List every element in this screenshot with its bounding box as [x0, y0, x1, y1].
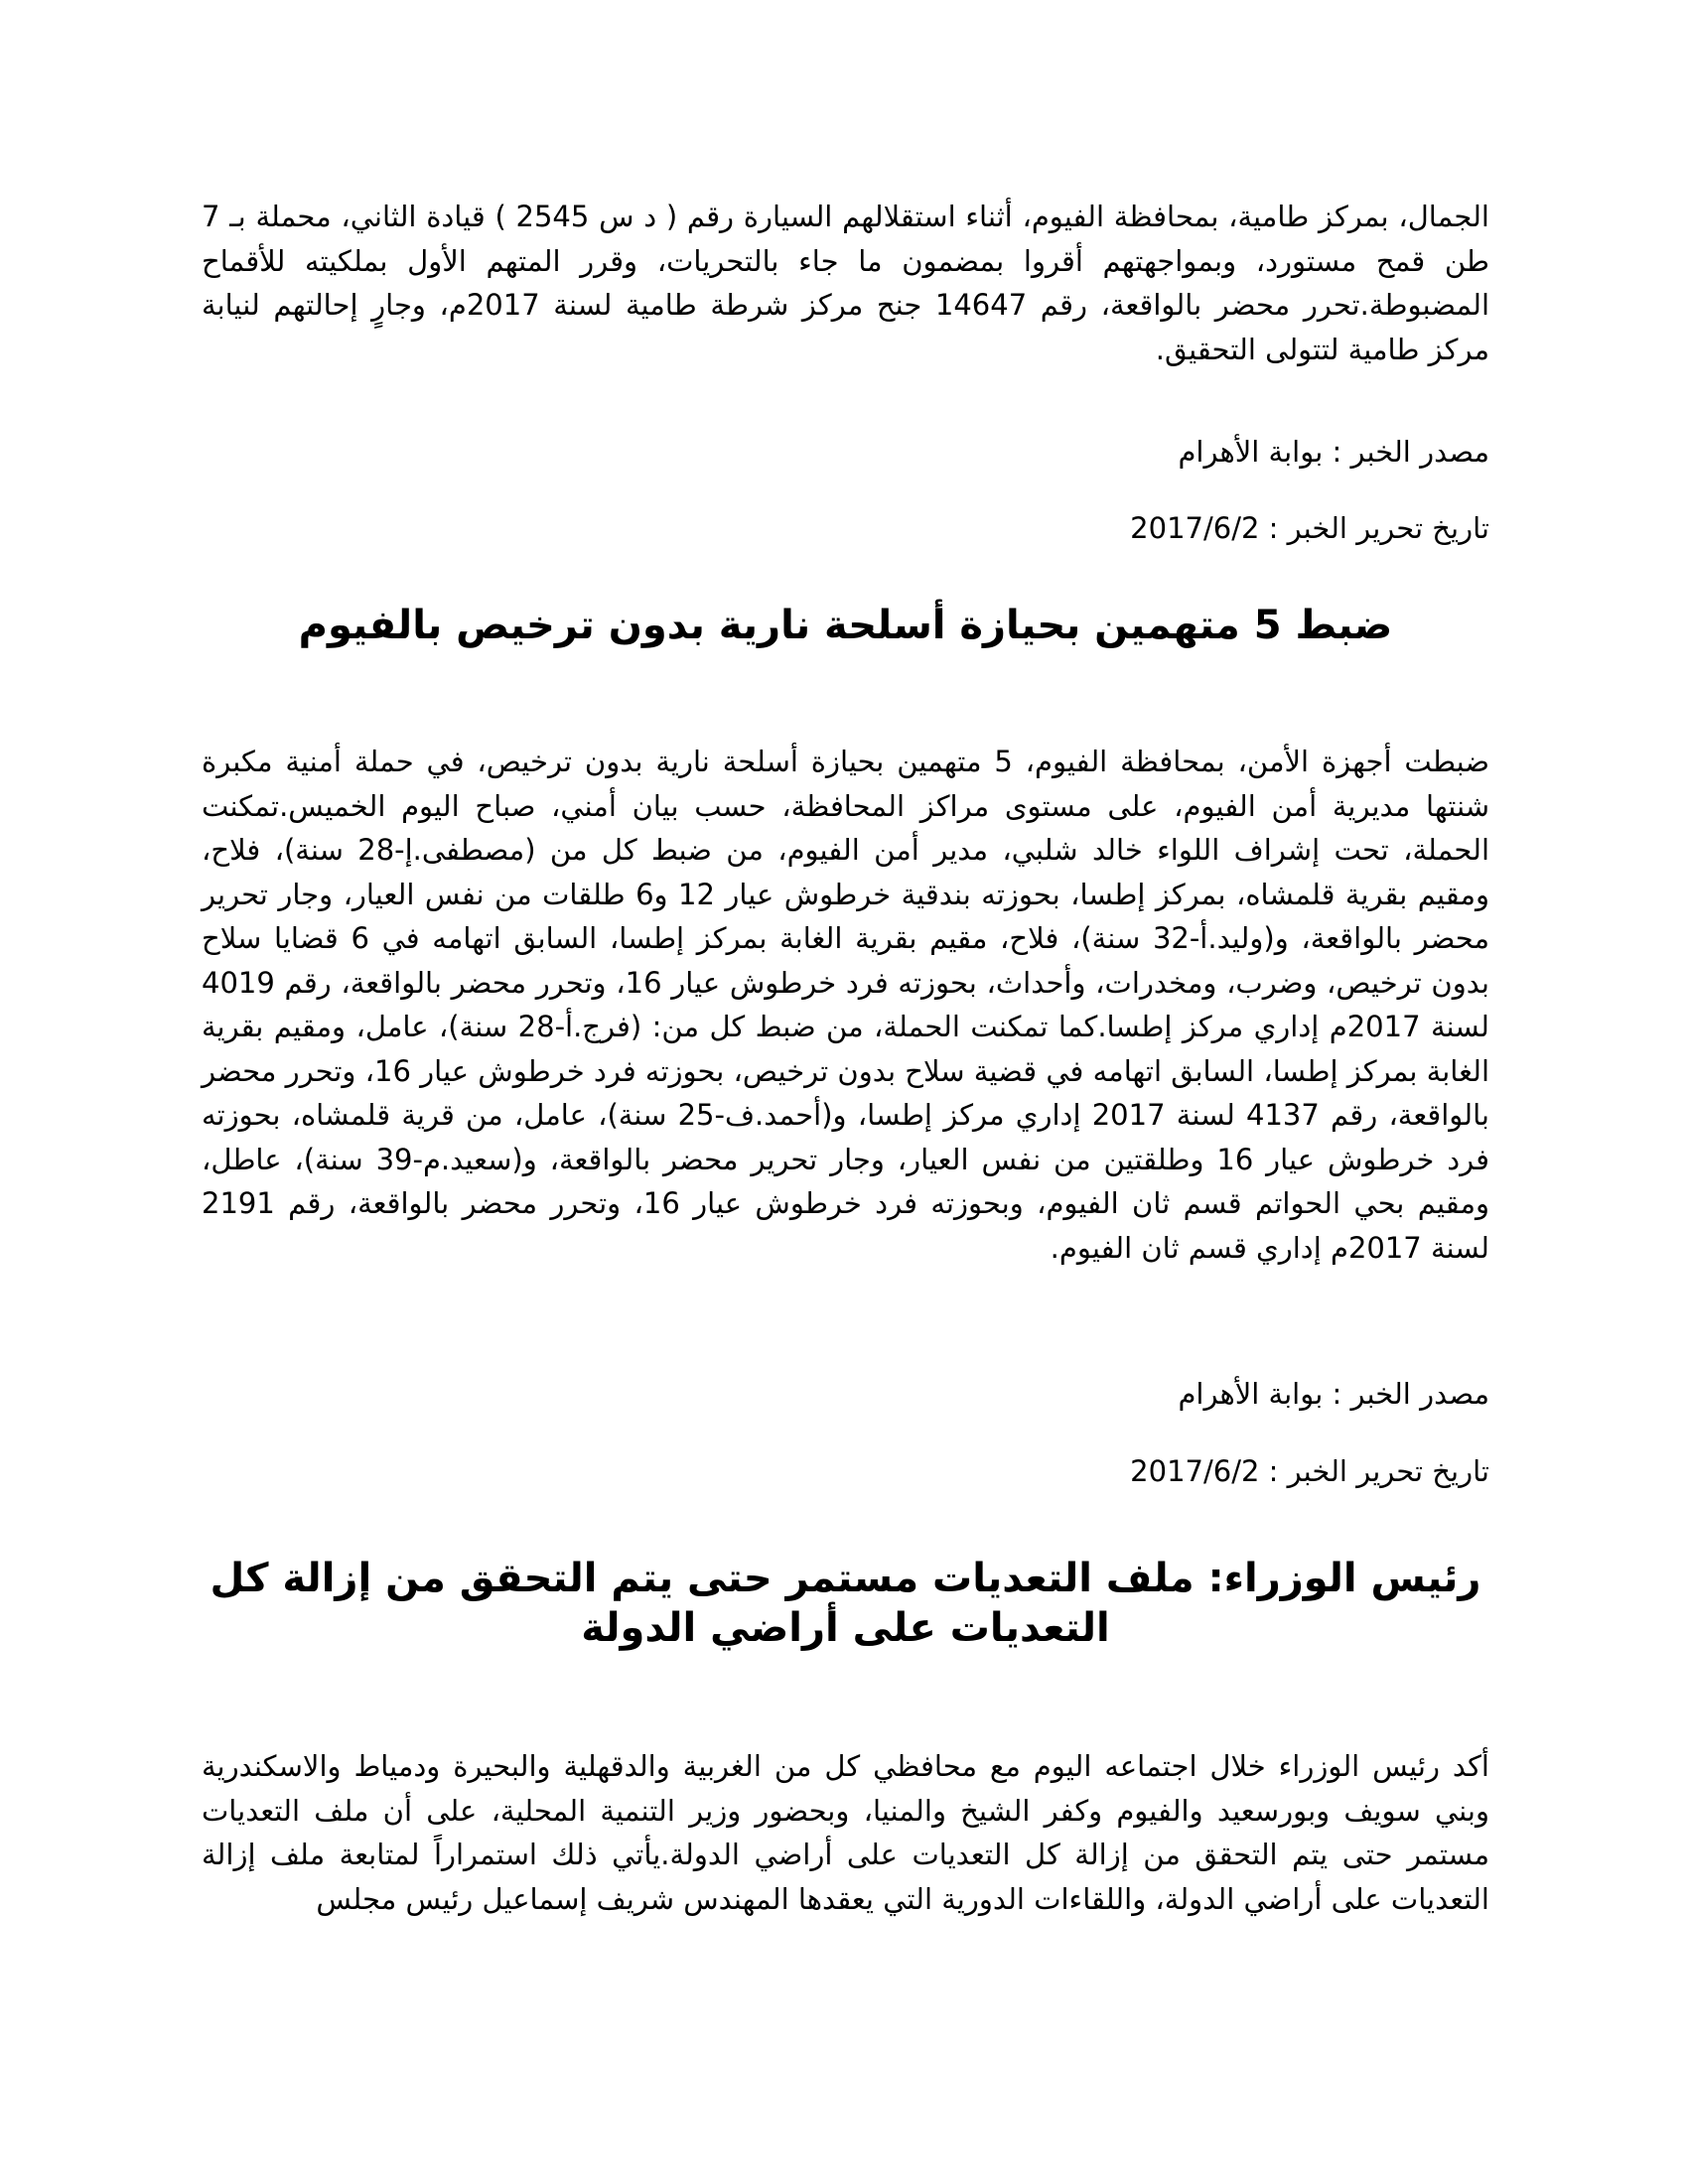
article1-body: الجمال، بمركز طامية، بمحافظة الفيوم، أثناء استقلالهم السيارة رقم ( د س 2545 ) قيادة الثاني، محملة بـ 7 طن قمح مستورد، وبمواجهتهم أقروا بمضمون ما جاء بالتحريات، وقرر المتهم الأول بملكيته للأقماح المضبوطة.تحرر محضر بالواقعة، رقم 14647 جنح مركز شرطة طامية لسنة 2017م، وجارٍ إحالتهم لنيابة مركز طامية لتتولى التحقيق.: [202, 200, 1490, 366]
article2-date-label: تاريخ تحرير الخبر :: [1268, 1454, 1489, 1488]
article2-body: ضبطت أجهزة الأمن، بمحافظة الفيوم، 5 متهمين بحيازة أسلحة نارية بدون ترخيص، في حملة أمنية مكبرة شنتها مديرية أمن الفيوم، على مستوى مراكز المحافظة، حسب بيان أمني، صباح اليوم الخميس.تمكنت الحملة، تحت إشراف اللواء خالد شلبي، مدير أمن الفيوم، من ضبط كل من (مصطفى.إ-28 سنة)، فلاح، ومقيم بقرية قلمشاه، بمركز إطسا، بحوزته بندقية خرطوش عيار 12 و6 طلقات من نفس العيار، وجار تحرير محضر بالواقعة، و(وليد.أ-32 سنة)، فلاح، مقيم بقرية الغابة بمركز إطسا، السابق اتهامه في 6 قضايا سلاح بدون ترخيص، وضرب، ومخدرات، وأحداث، بحوزته فرد خرطوش عيار 16، وتحرر محضر بالواقعة، رقم 4019 لسنة 2017م إداري مركز إطسا.كما تمكنت الحملة، من ضبط كل من: (فرج.أ-28 سنة)، عامل، ومقيم بقرية الغابة بمركز إطسا، السابق اتهامه في قضية سلاح بدون ترخيص، بحوزته فرد خرطوش عيار 16، وتحرر محضر بالواقعة، رقم 4137 لسنة 2017 إداري مركز إطسا، و(أحمد.ف-25 سنة)، عامل، من قرية قلمشاه، بحوزته فرد خرطوش عيار 16 وطلقتين من نفس العيار، وجار تحرير محضر بالواقعة، و(سعيد.م-39 سنة)، عاطل، ومقيم بحي الحواتم قسم ثان الفيوم، وبحوزته فرد خرطوش عيار 16، وتحرر محضر بالواقعة، رقم 2191 لسنة 2017م إداري قسم ثان الفيوم.: [202, 745, 1490, 1265]
article2-source: [1178, 1374, 1489, 1414]
article1-source-label: مصدر الخبر :: [1332, 435, 1489, 469]
article1-date: [1130, 508, 1489, 548]
article1-source: [1178, 432, 1489, 472]
article1-date-label: تاريخ تحرير الخبر :: [1268, 511, 1489, 545]
article2-source-value: بوابة الأهرام: [1178, 1377, 1324, 1411]
article2-date-value: 2017/6/2: [1130, 1454, 1260, 1488]
article2-headline: ضبط 5 متهمين بحيازة أسلحة نارية بدون ترخيص بالفيوم: [298, 603, 1393, 648]
article3-headline: رئيس الوزراء: ملف التعديات مستمر حتى يتم التحقق من إزالة كل التعديات على أراضي الدولة: [210, 1556, 1481, 1651]
article2-date: [1130, 1451, 1489, 1491]
article2-source-label: مصدر الخبر :: [1332, 1377, 1489, 1411]
article3-body: أكد رئيس الوزراء خلال اجتماعه اليوم مع محافظي كل من الغربية والدقهلية والبحيرة ودمياط والاسكندرية وبني سويف وبورسعيد والفيوم وكفر الشيخ والمنيا، وبحضور وزير التنمية المحلية، على أن ملف التعديات مستمر حتى يتم التحقق من إزالة كل التعديات على أراضي الدولة.يأتي ذلك استمراراً لمتابعة ملف إزالة التعديات على أراضي الدولة، واللقاءات الدورية التي يعقدها المهندس شريف إسماعيل رئيس مجلس: [202, 1749, 1489, 1916]
article1-date-value: 2017/6/2: [1130, 511, 1260, 545]
article1-source-value: بوابة الأهرام: [1178, 435, 1324, 469]
